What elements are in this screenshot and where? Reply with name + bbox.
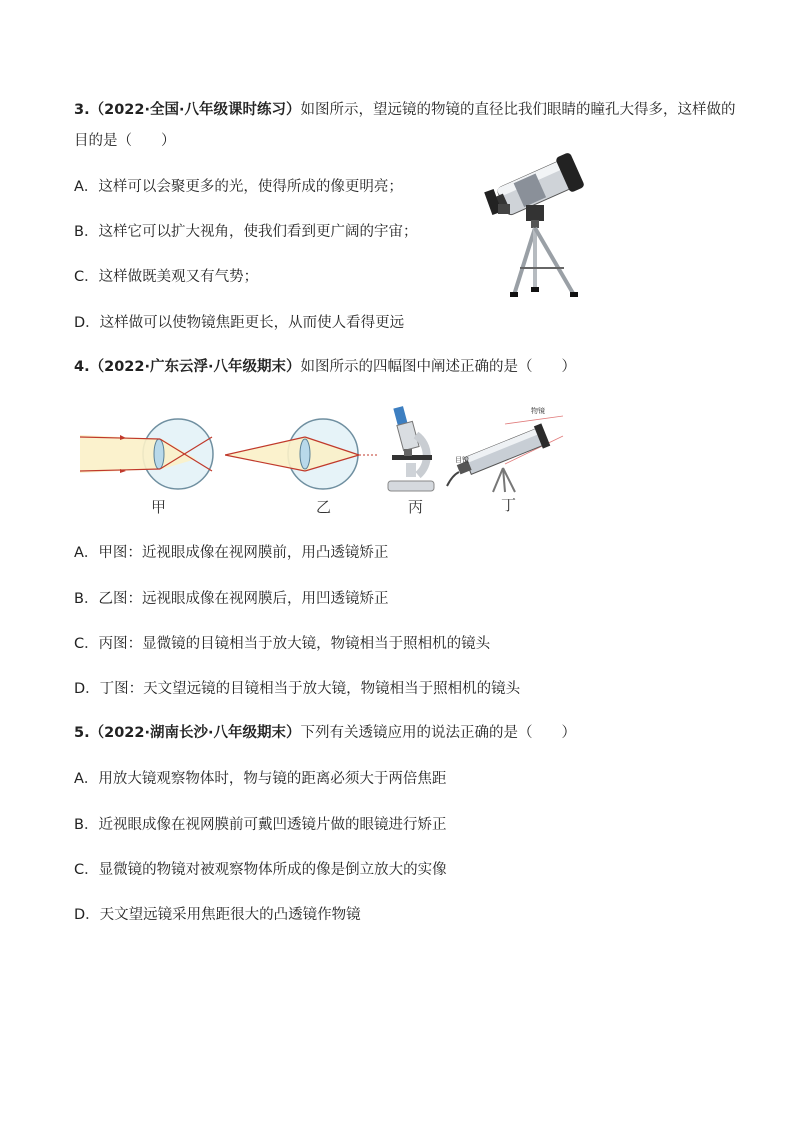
q5-option-a bbox=[74, 769, 446, 789]
figure-ding-telescope bbox=[445, 406, 565, 494]
q5-stem bbox=[74, 723, 576, 743]
option-letter: A． bbox=[74, 179, 99, 195]
q5-option-b bbox=[74, 815, 446, 835]
figure-bing-microscope bbox=[382, 405, 440, 495]
q3-stem-line2: 目的是（ ） bbox=[74, 133, 176, 149]
option-letter: C． bbox=[74, 269, 99, 285]
q4-option-a bbox=[74, 543, 388, 563]
q3-option-b bbox=[74, 222, 417, 242]
option-letter: C． bbox=[74, 636, 99, 652]
option-letter: B． bbox=[74, 591, 99, 607]
option-text: 甲图：近视眼成像在视网膜前，用凸透镜矫正 bbox=[98, 545, 389, 561]
option-letter: B． bbox=[74, 817, 99, 833]
q5-number: 5. bbox=[74, 725, 90, 741]
option-letter: A． bbox=[74, 771, 99, 787]
q4-option-c bbox=[74, 634, 490, 654]
option-text: 用放大镜观察物体时，物与镜的距离必须大于两倍焦距 bbox=[98, 771, 447, 787]
figure-label-yi: 乙 bbox=[316, 498, 332, 516]
figure-yi-eye bbox=[225, 415, 380, 495]
q5-option-d bbox=[74, 905, 361, 925]
option-text: 显微镜的物镜对被观察物体所成的像是倒立放大的实像 bbox=[98, 862, 447, 878]
option-text: 丙图：显微镜的目镜相当于放大镜，物镜相当于照相机的镜头 bbox=[98, 636, 491, 652]
option-letter: D． bbox=[74, 907, 100, 923]
q4-option-d bbox=[74, 679, 520, 699]
option-letter: D． bbox=[74, 315, 100, 331]
q3-number: 3. bbox=[74, 102, 90, 118]
q4-stem bbox=[74, 357, 576, 377]
figure-label-jia: 甲 bbox=[151, 498, 167, 516]
option-text: 天文望远镜采用焦距很大的凸透镜作物镜 bbox=[99, 907, 361, 923]
q5-stem-text: 下列有关透镜应用的说法正确的是（ ） bbox=[300, 725, 576, 741]
option-text: 近视眼成像在视网膜前可戴凹透镜片做的眼镜进行矫正 bbox=[98, 817, 447, 833]
option-text: 丁图：天文望远镜的目镜相当于放大镜，物镜相当于照相机的镜头 bbox=[99, 681, 521, 697]
q3-option-d bbox=[74, 313, 404, 333]
option-text: 乙图：远视眼成像在视网膜后，用凹透镜矫正 bbox=[98, 591, 389, 607]
figure-label-ding: 丁 bbox=[501, 496, 517, 514]
q3-stem-text: 如图所示，望远镜的物镜的直径比我们眼睛的瞳孔大得多，这样做的 bbox=[300, 102, 736, 118]
figure-jia-eye bbox=[80, 415, 220, 495]
q4-stem-text: 如图所示的四幅图中阐述正确的是（ ） bbox=[300, 359, 576, 375]
q4-source: （2022·广东云浮·八年级期末） bbox=[89, 359, 301, 375]
option-letter: C． bbox=[74, 862, 99, 878]
q4-number: 4. bbox=[74, 359, 90, 375]
option-text: 这样它可以扩大视角，使我们看到更广阔的宇宙； bbox=[98, 224, 418, 240]
q3-stem-line1 bbox=[74, 100, 735, 120]
option-text: 这样做可以使物镜焦距更长，从而使人看得更远 bbox=[99, 315, 405, 331]
figure-label-bing: 丙 bbox=[408, 498, 424, 516]
q3-source: （2022·全国·八年级课时练习） bbox=[89, 102, 301, 118]
q3-option-c bbox=[74, 267, 258, 287]
q5-option-c bbox=[74, 860, 447, 880]
option-text: 这样可以会聚更多的光，使得所成的像更明亮； bbox=[98, 179, 403, 195]
q4-option-b bbox=[74, 589, 388, 609]
q5-source: （2022·湖南长沙·八年级期末） bbox=[89, 725, 301, 741]
q3-option-a bbox=[74, 177, 403, 197]
option-letter: D． bbox=[74, 681, 100, 697]
option-letter: A． bbox=[74, 545, 99, 561]
telescope-photo bbox=[478, 150, 588, 302]
label-objective: 物镜 bbox=[531, 407, 545, 415]
option-text: 这样做既美观又有气势； bbox=[98, 269, 259, 285]
label-eyepiece: 目镜 bbox=[455, 456, 469, 464]
option-letter: B． bbox=[74, 224, 99, 240]
